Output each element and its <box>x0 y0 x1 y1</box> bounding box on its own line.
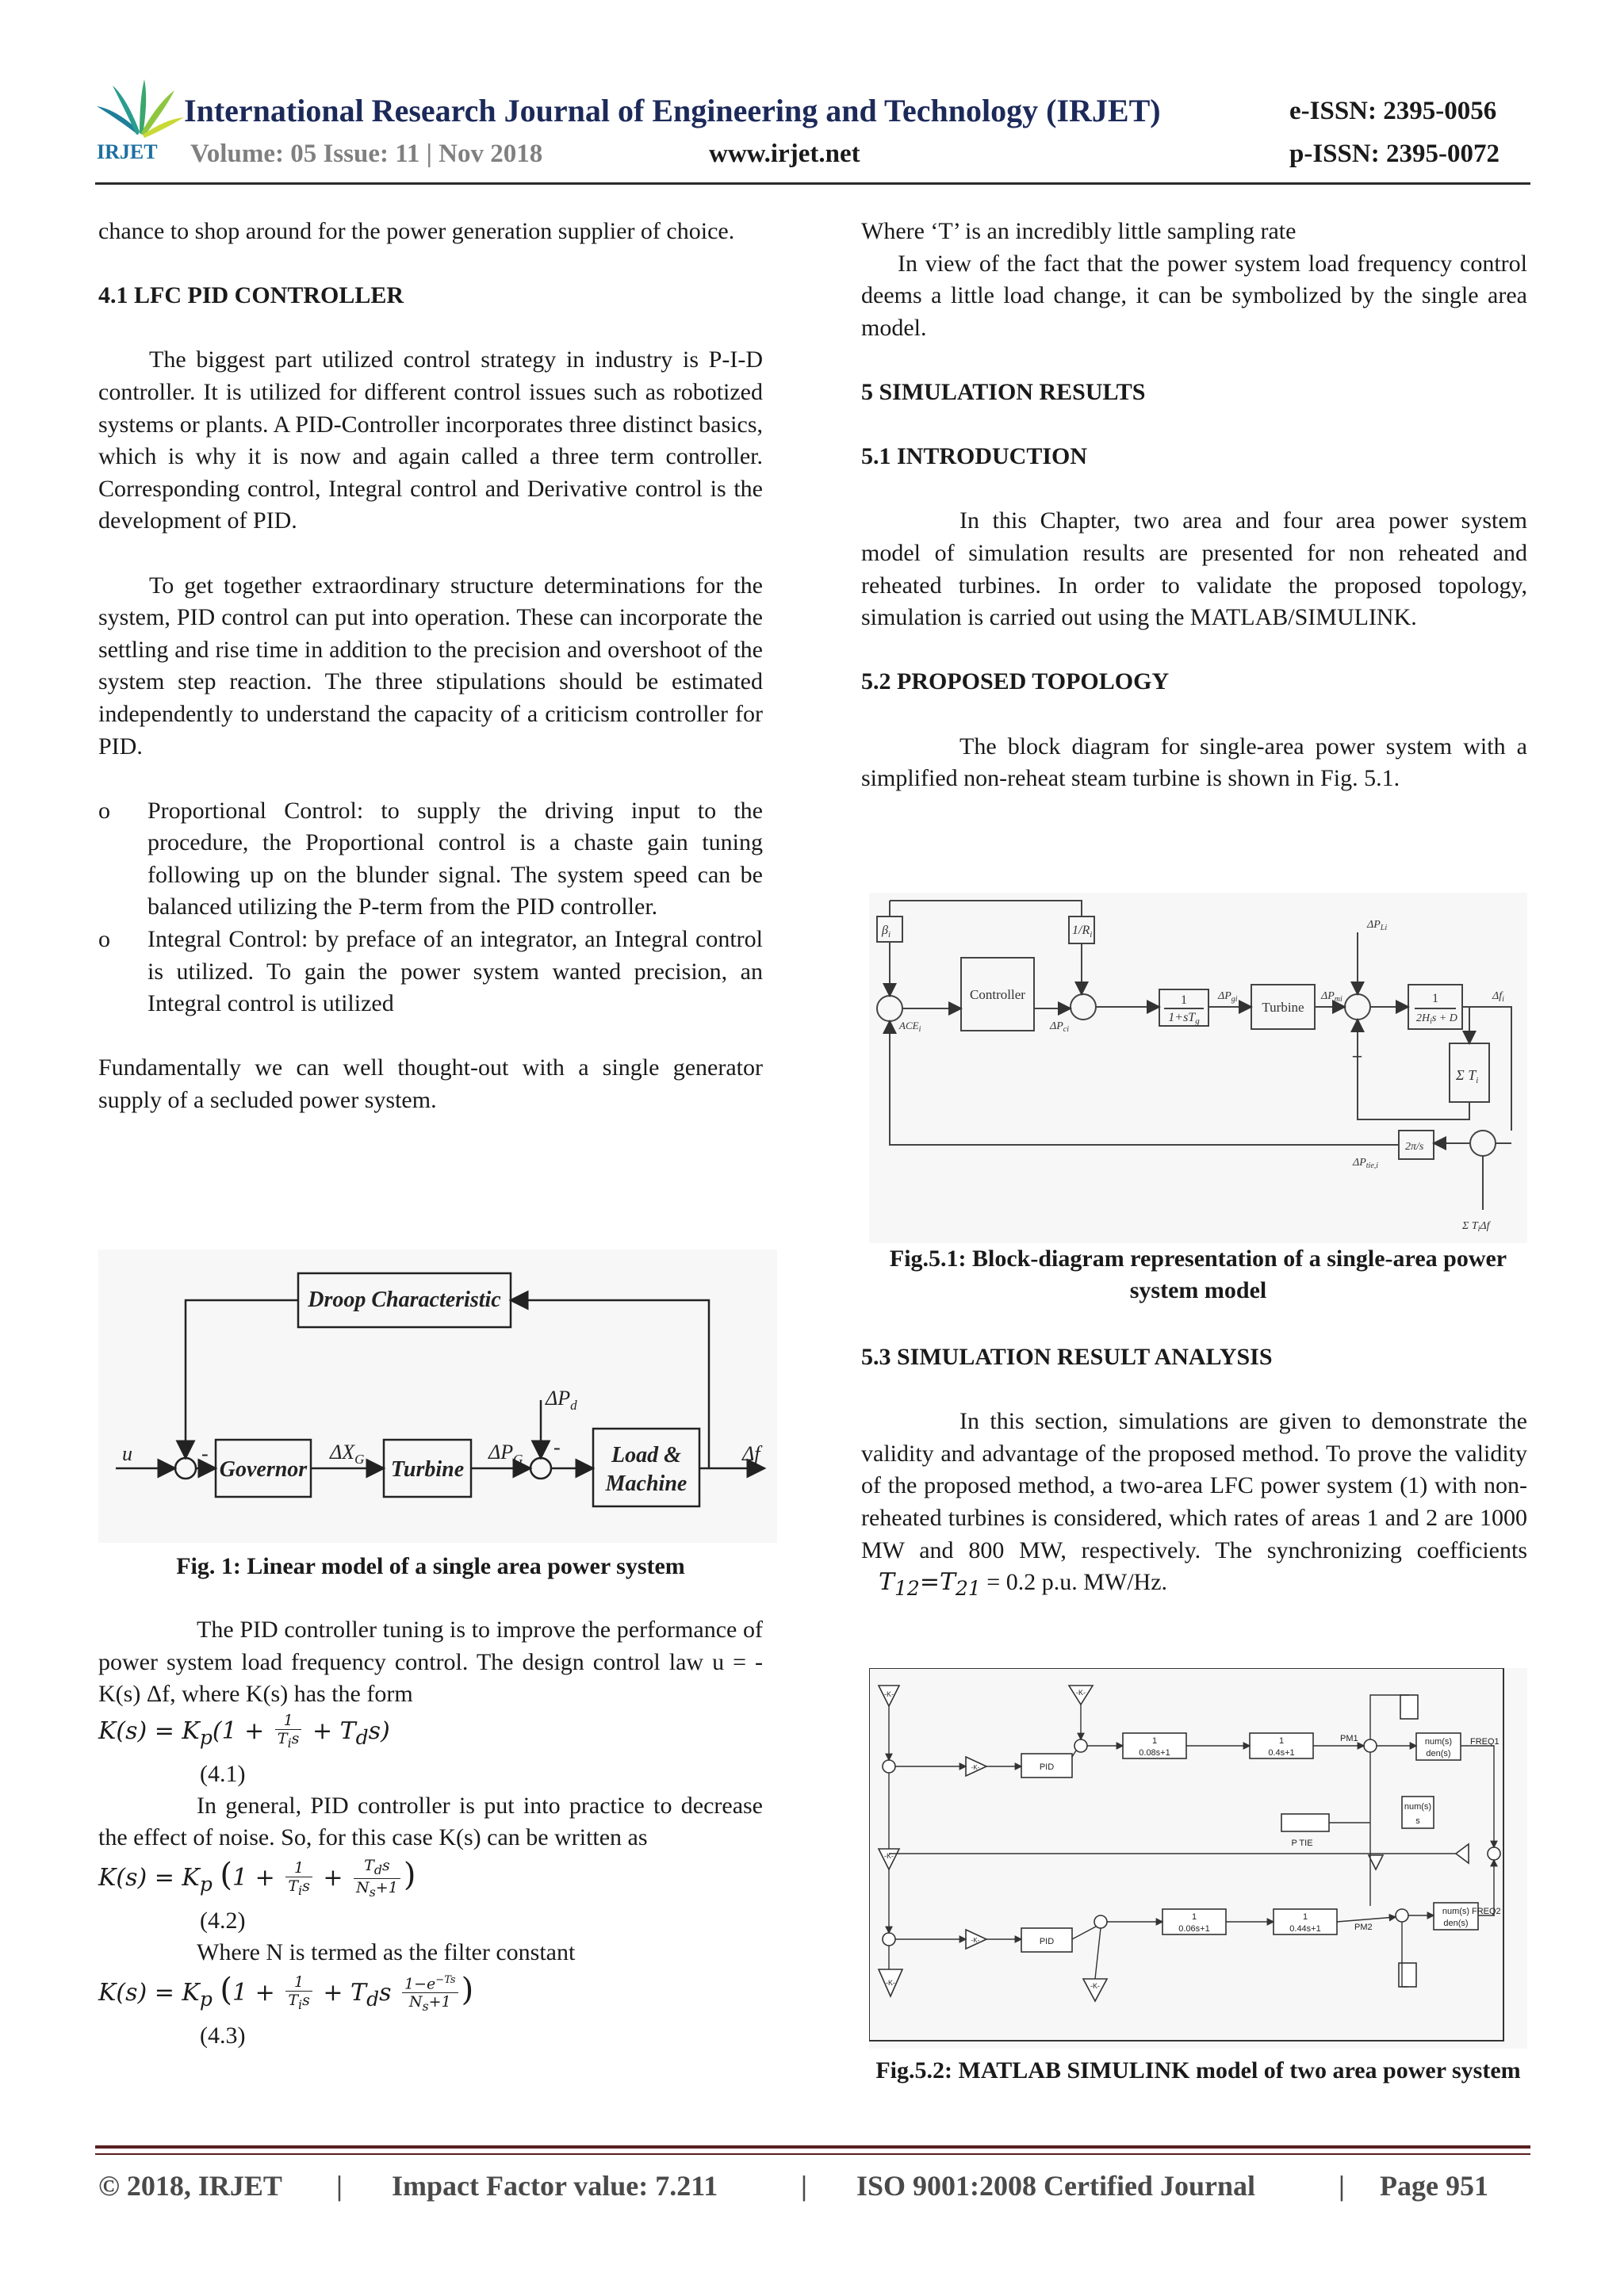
freq1-label: FREQ1 <box>1470 1737 1500 1747</box>
svg-text:ACEi: $ACE_i$ <box>899 1020 921 1034</box>
paragraph: Where ‘T’ is an incredibly little sampling rate <box>861 218 1297 244</box>
bullet-marker: o <box>98 797 110 824</box>
section-heading: 4.1 LFC PID CONTROLLER <box>98 282 404 309</box>
svg-text:ΔPci: $\Delta P_{ci}$ <box>1050 1020 1069 1034</box>
paragraph: Fundamentally we can well thought-out with a single generator supply of a secluded power system. <box>98 1054 763 1114</box>
right-column-lower <box>861 1341 1527 1605</box>
svg-text:0.08s+1: 0.08s+1 <box>1139 1748 1170 1758</box>
logo-text: IRJET <box>97 140 158 163</box>
paragraph: In general, PID controller is put into practice to decrease the effect of noise. So, for this case K(s) can be written as <box>98 1792 763 1851</box>
svg-text:1: 1 <box>1278 1736 1285 1746</box>
footer-separator: | <box>1339 2170 1345 2202</box>
bullet-item <box>98 795 763 924</box>
svg-text:num(s): num(s) <box>1404 1802 1432 1812</box>
footer-separator: | <box>336 2170 343 2202</box>
pid-label: PID <box>1039 1762 1055 1772</box>
svg-text:ΔPtie,i: $\Delta P_{tie,i}$ <box>1353 1157 1379 1170</box>
journal-url[interactable]: www.irjet.net <box>709 140 860 168</box>
footer-rule <box>95 2145 1530 2149</box>
svg-text:1: 1 <box>1432 992 1438 1005</box>
svg-text:2His + D: $2H_is + D$ <box>1416 1012 1457 1026</box>
svg-text:Δfi: $\Delta f_i$ <box>1492 990 1504 1004</box>
header-rule <box>95 182 1530 185</box>
freq2-label: FREQ2 <box>1472 1907 1501 1916</box>
ptie-label: P TIE <box>1291 1839 1313 1848</box>
paragraph: To get together extraordinary structure determinations for the system, PID control can put into operation. These can incorporate the settling and rise time in addition to the precision and overshoot of the system step reaction. The three stipulations should be estimated independently to understand the capacity of a criticism controller for PID. <box>98 572 763 760</box>
paragraph: In this Chapter, two area and four area power system model of simulation results are presented for non reheated and reheated turbines. In order to validate the proposed topology, simulation is carried out using the MATLAB/SIMULINK. <box>861 507 1527 631</box>
equation-number: (4.3) <box>200 2022 246 2049</box>
svg-text:0.44s+1: 0.44s+1 <box>1289 1924 1321 1934</box>
footer-page: Page 951 <box>1380 2170 1488 2202</box>
left-column <box>98 216 763 1117</box>
volume-issue: Volume: 05 Issue: 11 | Nov 2018 <box>190 140 543 168</box>
paragraph: The block diagram for single-area power system with a simplified non-reheat steam turbine is shown in Fig. 5.1. <box>861 733 1527 792</box>
svg-text:s: s <box>1415 1816 1420 1826</box>
u-label: u <box>122 1442 132 1465</box>
bullet-text: Proportional Control: to supply the driving input to the procedure, the Proportional control is a chaste gain tuning following up on the blunder signal. The system speed can be balanced utilizing the P-term from the PID controller. <box>147 797 763 920</box>
load-label-1: Load & <box>611 1443 681 1468</box>
footer-copyright: © 2018, IRJET <box>98 2170 282 2202</box>
turbine-label: Turbine <box>1262 1000 1304 1015</box>
pid-label: PID <box>1039 1937 1055 1946</box>
svg-text:-K-: -K- <box>1090 1982 1100 1990</box>
irjet-logo <box>92 76 187 163</box>
equation-number: (4.2) <box>200 1907 246 1934</box>
svg-text:–: – <box>1353 1045 1362 1065</box>
svg-text:1: 1 <box>1181 993 1187 1007</box>
svg-text:den(s): den(s) <box>1426 1749 1451 1758</box>
left-column-lower <box>98 1614 763 2052</box>
footer-separator: | <box>801 2170 807 2202</box>
figure-5-2-simulink <box>869 1668 1527 2049</box>
pm2-label: PM2 <box>1354 1923 1373 1932</box>
svg-text:ΔPmi: $\Delta P_{mi}$ <box>1321 990 1342 1004</box>
paragraph: Where N is termed as the filter constant <box>197 1938 576 1965</box>
figure-1-caption: Fig. 1: Linear model of a single area power system <box>176 1553 685 1579</box>
pm1-label: PM1 <box>1340 1734 1358 1743</box>
paragraph: chance to shop around for the power generation supplier of choice. <box>98 218 735 244</box>
equation-number: (4.1) <box>200 1760 246 1787</box>
svg-text:den(s): den(s) <box>1443 1919 1469 1928</box>
e-issn: e-ISSN: 2395-0056 <box>1289 97 1497 125</box>
section-heading: 5.1 INTRODUCTION <box>861 443 1088 470</box>
governor-label: Governor <box>219 1457 308 1482</box>
svg-text:1: 1 <box>1302 1912 1308 1922</box>
droop-label: Droop Characteristic <box>308 1288 501 1312</box>
svg-text:0.4s+1: 0.4s+1 <box>1268 1748 1295 1758</box>
svg-text:-K-: -K- <box>1076 1689 1086 1697</box>
equation-4-2: $K(s) = K_p$ (1 + $\frac{1}{T_is}$ + $\frac{T_ds}{N_s+1}$ ) <box>98 1856 416 1900</box>
journal-title: International Research Journal of Engineering and Technology (IRJET) <box>184 93 1161 128</box>
synchronizing-coefficient: $T_{12}=T_{21}$ <box>879 1568 981 1601</box>
svg-text:1: 1 <box>1151 1736 1158 1746</box>
section-heading: 5 SIMULATION RESULTS <box>861 378 1146 405</box>
minus-sign: - <box>553 1436 561 1459</box>
figure-5-1-caption: Fig.5.1: Block-diagram representation of a single-area power system model <box>889 1246 1507 1303</box>
figure-5-2-caption: Fig.5.2: MATLAB SIMULINK model of two area power system <box>875 2057 1521 2084</box>
delta-xg-label: $\Delta X_G$ <box>330 1441 365 1467</box>
delta-pd-label: $\Delta P_d$ <box>546 1387 577 1413</box>
section-heading: 5.3 SIMULATION RESULT ANALYSIS <box>861 1344 1273 1370</box>
footer-rule <box>95 2153 1530 2155</box>
right-column <box>861 216 1527 795</box>
footer-impact-factor: Impact Factor value: 7.211 <box>392 2170 718 2202</box>
bullet-item <box>98 924 763 1020</box>
svg-text:-K-: -K- <box>884 1690 894 1698</box>
svg-text:1+sTg: 1+sTg <box>1168 1011 1200 1026</box>
load-label-2: Machine <box>605 1471 688 1496</box>
svg-text:-K-: -K- <box>886 1979 895 1987</box>
svg-text:ΔPLi: $\Delta P_{Li}$ <box>1367 919 1388 932</box>
bullet-marker: o <box>98 926 110 953</box>
controller-label: Controller <box>970 987 1025 1002</box>
p-issn: p-ISSN: 2395-0072 <box>1289 140 1500 168</box>
svg-text:1/Ri: $1/R_i$ <box>1072 924 1093 939</box>
delta-pg-label: $\Delta P_G$ <box>488 1441 523 1467</box>
paragraph: In this section, simulations are given to demonstrate the validity and advantage of the proposed method. To prove the validity of the proposed method, a two-area LFC power system (1) with non-reheated turbines is considered, which rates of areas 1 and 2 are 1000 MW and 800 MW, respectively. The synchronizing coefficients $T_{12}=T_{21} = 0.2$ p.u. MW/Hz. <box>861 1408 1527 1601</box>
figure-1-diagram <box>98 1249 777 1543</box>
svg-text:βi: $\beta_i$ <box>882 924 891 939</box>
svg-text:-K-: -K- <box>884 1852 894 1860</box>
turbine-label: Turbine <box>390 1457 465 1482</box>
delta-f-label: Δf <box>742 1442 760 1465</box>
paragraph: In view of the fact that the power system load frequency control deems a little load change, it can be symbolized by the single area model. <box>861 250 1527 341</box>
svg-text:-K-: -K- <box>971 1937 980 1944</box>
svg-text:Σ TiΔf: Σ $T_i\Delta f$ <box>1462 1220 1490 1234</box>
svg-text:2π/s: 2π/s <box>1405 1141 1424 1153</box>
figure-5-1-diagram <box>869 893 1527 1243</box>
svg-text:ΔPgi: $\Delta P_{gi}$ <box>1218 990 1238 1004</box>
svg-text:num(s): num(s) <box>1424 1737 1453 1747</box>
paragraph: The PID controller tuning is to improve the performance of power system load frequency control. The design control law u = -K(s) Δf, where K(s) has the form <box>98 1617 763 1708</box>
equation-4-1: $K(s) = K_p(1$ + $\frac{1}{T_is}$ + $T_ds$) <box>98 1712 390 1751</box>
footer-iso: ISO 9001:2008 Certified Journal <box>856 2170 1255 2202</box>
section-heading: 5.2 PROPOSED TOPOLOGY <box>861 668 1170 695</box>
equation-4-3: $K(s) = K_p$ (1 + $\frac{1}{T_is}$ + $T_ds$ $\frac{1-e^{-Ts}}{N_s+1}$ ) <box>98 1971 474 2015</box>
paragraph: The biggest part utilized control strategy in industry is P-I-D controller. It is utilized for different control issues such as robotized systems or plants. A PID-Controller incorporates three distinct basics, which is why it is now and again called a three term controller. Corresponding control, Integral control and Derivative control is the development of PID. <box>98 346 763 534</box>
minus-sign: - <box>201 1442 209 1465</box>
svg-text:0.06s+1: 0.06s+1 <box>1178 1924 1210 1934</box>
svg-text:-K-: -K- <box>971 1764 980 1771</box>
svg-text:Σ Ti: Σ $T_i$ <box>1456 1067 1479 1085</box>
bullet-text: Integral Control: by preface of an integrator, an Integral control is utilized. To gain the power system wanted precision, an Integral control is utilized <box>147 926 763 1017</box>
svg-text:1: 1 <box>1191 1912 1197 1922</box>
svg-text:num(s): num(s) <box>1442 1907 1470 1916</box>
